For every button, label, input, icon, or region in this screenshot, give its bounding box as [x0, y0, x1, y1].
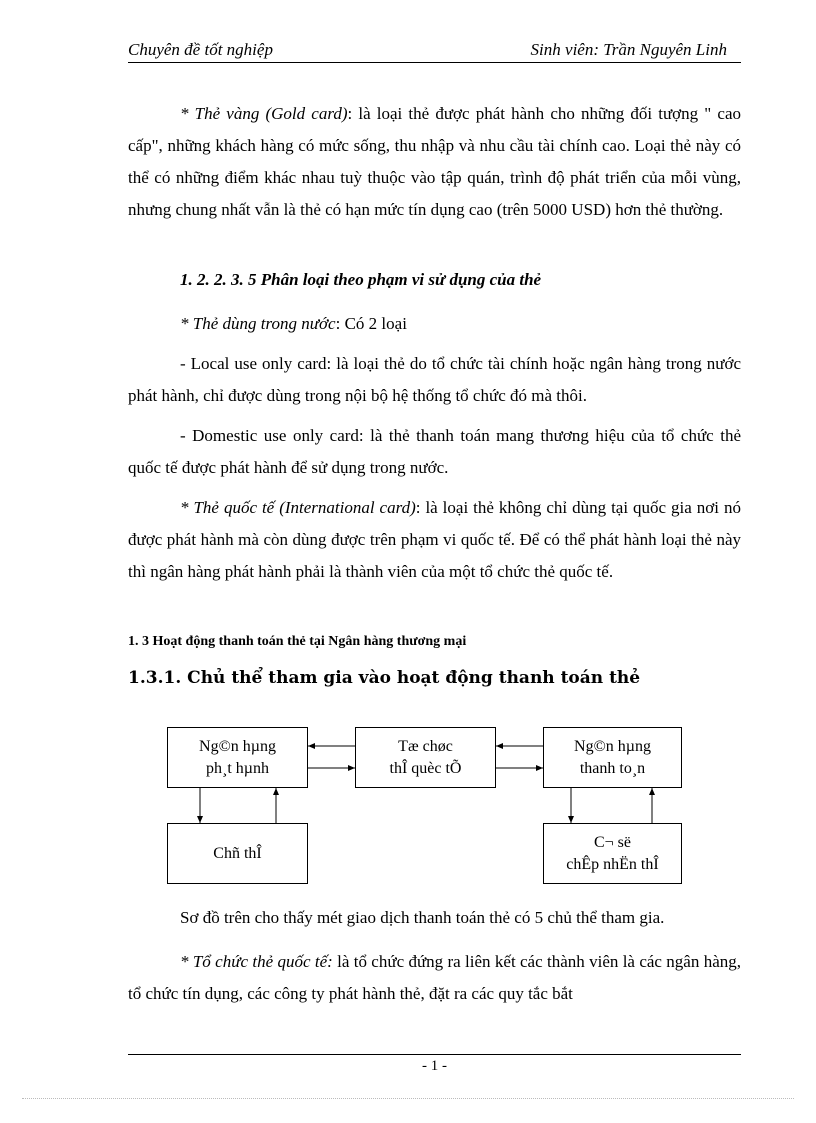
page-edge-dotted-line — [22, 1098, 794, 1099]
header-left-title: Chuyên đề tốt nghiệp — [128, 40, 273, 59]
section-heading-1-2-2-3-5: 1. 2. 2. 3. 5 Phân loại theo phạm vi sử dụng của thẻ — [180, 270, 542, 289]
local-use-card-paragraph: - Local use only card: là loại thẻ do tổ chức tài chính hoặc ngân hàng trong nước phát hành, chỉ được dùng trong nội bộ hệ thống tổ chức đó mà thôi. — [128, 354, 741, 405]
issuing-bank-line-2: ph¸t hµnh — [206, 759, 269, 777]
section-heading-1-3: 1. 3 Hoạt động thanh toán thẻ tại Ngân hàng thương mại — [128, 634, 467, 649]
international-card-text: : là loại thẻ không chỉ dùng tại quốc gia nơi nó được phát hành mà còn dùng được trên phạm vi quốc tế. Để có thể phát hành loại thẻ này thì ngân hàng phát hành phải là thành viên của một tổ chức thẻ quốc tế. — [128, 498, 741, 581]
domestic-card-lead: * Thẻ dùng trong nước — [180, 314, 336, 333]
cardholder-label: Chñ thÎ — [213, 844, 262, 862]
paying-bank-line-1: Ng©n hµng — [574, 737, 651, 755]
intl-card-org-text: là tổ chức đứng ra liên kết các thành viên là các ngân hàng, tổ chức tín dụng, các công ty phát hành thẻ, đặt ra các quy tắc bắt — [128, 952, 741, 1003]
intl-card-org-line-1: Tæ chøc — [398, 737, 453, 755]
international-card-lead: * Thẻ quốc tế (International card) — [180, 498, 416, 517]
merchant-box — [543, 823, 682, 884]
intl-card-org-box — [355, 727, 496, 788]
diagram-caption: Sơ đồ trên cho thấy mét giao dịch thanh toán thẻ có 5 chủ thể tham gia. — [180, 908, 665, 927]
issuing-bank-box — [167, 727, 308, 788]
page-number: - 1 - — [422, 1058, 447, 1074]
domestic-card-text: : Có 2 loại — [335, 314, 407, 333]
intl-card-org-line-2: thÎ quèc tÕ — [389, 759, 462, 777]
domestic-use-card-paragraph: - Domestic use only card: là thẻ thanh toán mang thương hiệu của tổ chức thẻ quốc tế được phát hành để sử dụng trong nước. — [128, 426, 741, 477]
intl-card-org-paragraph — [128, 946, 741, 1010]
paying-bank-line-2: thanh to¸n — [579, 759, 646, 777]
header-right-author: Sinh viên: Trần Nguyên Linh — [530, 40, 727, 59]
paying-bank-box — [543, 727, 682, 788]
footer-rule — [128, 1054, 741, 1055]
gold-card-lead: * Thẻ vàng (Gold card) — [180, 104, 348, 123]
cardholder-box — [167, 823, 308, 884]
merchant-line-2: chÊp nhËn thÎ — [566, 855, 659, 873]
intl-card-org-lead: * Tổ chức thẻ quốc tế: — [180, 952, 333, 971]
section-heading-1-3-1: 1.3.1. Chủ thể tham gia vào hoạt động thanh toán thẻ — [128, 668, 641, 688]
gold-card-text: : là loại thẻ được phát hành cho những đối tượng " cao cấp", những khách hàng có mức sống, thu nhập và nhu cầu tài chính cao. Loại thẻ này có thể có những điểm khác nhau tuỳ thuộc vào tập quán, trình độ phát triển của mỗi vùng, nhưng chung nhất vẫn là thẻ có hạn mức tín dụng cao (trên 5000 USD) hơn thẻ thường. — [128, 104, 741, 219]
issuing-bank-line-1: Ng©n hµng — [199, 737, 276, 755]
merchant-line-1: C¬ së — [593, 833, 632, 851]
